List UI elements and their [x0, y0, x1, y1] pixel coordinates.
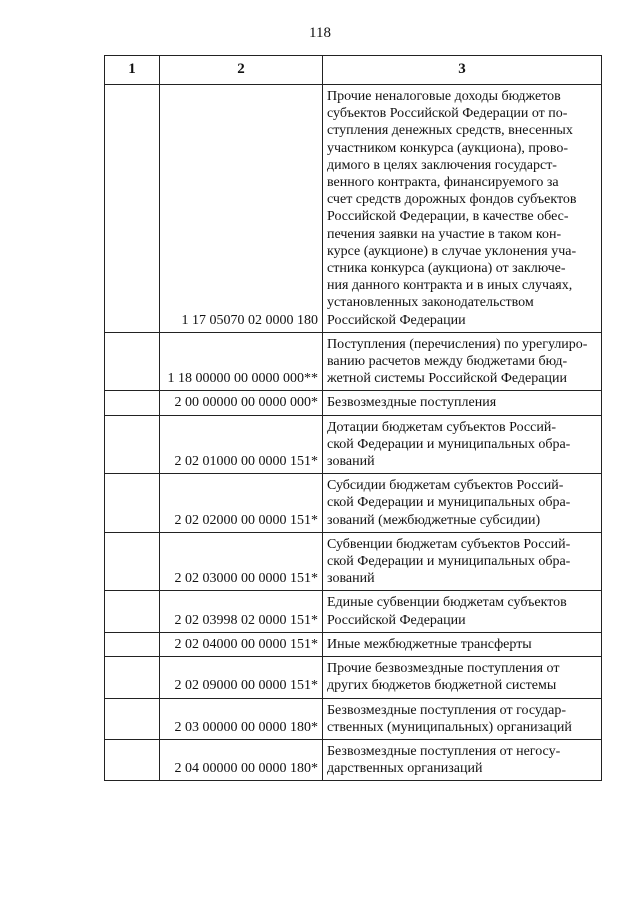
page-number: 118	[309, 25, 331, 41]
row-name-text: Дотации бюджетам субъектов Россий- ской Федерации и муниципальных обра- зований	[327, 419, 571, 470]
table-row	[105, 85, 602, 333]
column-header-3: 3	[323, 56, 602, 85]
row-name-cell	[323, 698, 602, 739]
table-header-row	[105, 56, 602, 85]
row-code-cell: 2 02 01000 00 0000 151*	[160, 415, 323, 474]
row-name-text: Поступления (перечисления) по урегулиро- ванию расчетов между бюджетами бюд- жетной системы Российской Федерации	[327, 336, 588, 387]
row-name-cell	[323, 632, 602, 656]
row-index-cell	[105, 739, 160, 780]
row-name-text: Безвозмездные поступления от государ- ственных (муниципальных) организаций	[327, 702, 572, 735]
row-name-text: Иные межбюджетные трансферты	[327, 636, 532, 652]
budget-codes-table	[104, 55, 602, 781]
row-code-cell: 2 02 02000 00 0000 151*	[160, 474, 323, 533]
row-name-text: Безвозмездные поступления	[327, 395, 497, 411]
table-row	[105, 739, 602, 780]
row-index-cell	[105, 474, 160, 533]
row-index-cell	[105, 391, 160, 415]
row-name-cell	[323, 391, 602, 415]
table-row	[105, 591, 602, 632]
table-row	[105, 698, 602, 739]
table-row	[105, 632, 602, 656]
row-index-cell	[105, 415, 160, 474]
row-index-cell	[105, 532, 160, 591]
row-code-cell: 2 04 00000 00 0000 180*	[160, 739, 323, 780]
row-name-text: Прочие неналоговые доходы бюджетов субъектов Российской Федерации от по- ступления денежных средств, внесенных участником конкурса (аукциона), прово- димого в целях заключения государст- венного контракта, финансируемого за счет средств дорожных фондов субъектов Российской Федерации, в качестве обес- печения заявки на участие в таком кон- курсе (аукционе) в случае уклонения уча- стника конкурса (аукциона) от заключе- ния данного контракта и в иных случаях, установленных законодательством Российской Федерации	[327, 89, 577, 328]
row-index-cell	[105, 632, 160, 656]
row-name-cell	[323, 415, 602, 474]
row-index-cell	[105, 698, 160, 739]
row-name-cell	[323, 739, 602, 780]
row-name-cell	[323, 591, 602, 632]
column-header-1: 1	[105, 56, 160, 85]
row-name-text: Единые субвенции бюджетам субъектов Российской Федерации	[327, 595, 567, 628]
row-name-cell	[323, 657, 602, 698]
table-row	[105, 332, 602, 391]
row-code-cell: 2 02 09000 00 0000 151*	[160, 657, 323, 698]
table-row	[105, 657, 602, 698]
row-index-cell	[105, 591, 160, 632]
row-name-cell	[323, 532, 602, 591]
row-code-cell: 2 03 00000 00 0000 180*	[160, 698, 323, 739]
row-name-cell	[323, 332, 602, 391]
row-index-cell	[105, 85, 160, 333]
row-code-cell: 2 02 03000 00 0000 151*	[160, 532, 323, 591]
row-code-cell: 1 17 05070 02 0000 180	[160, 85, 323, 333]
column-header-2: 2	[160, 56, 323, 85]
row-code-cell: 2 00 00000 00 0000 000*	[160, 391, 323, 415]
table-row	[105, 532, 602, 591]
table-row	[105, 474, 602, 533]
row-index-cell	[105, 657, 160, 698]
row-code-cell: 1 18 00000 00 0000 000**	[160, 332, 323, 391]
row-name-cell	[323, 85, 602, 333]
table-row	[105, 391, 602, 415]
row-name-text: Прочие безвозмездные поступления от других бюджетов бюджетной системы	[327, 661, 560, 694]
row-name-text: Безвозмездные поступления от негосу- дарственных организаций	[327, 743, 561, 777]
row-name-cell	[323, 474, 602, 533]
row-code-cell: 2 02 03998 02 0000 151*	[160, 591, 323, 632]
row-index-cell	[105, 332, 160, 391]
row-name-text: Субсидии бюджетам субъектов Россий- ской Федерации и муниципальных обра- зований (межбюджетные субсидии)	[327, 478, 571, 528]
row-name-text: Субвенции бюджетам субъектов Россий- ской Федерации и муниципальных обра- зований	[327, 536, 571, 587]
row-code-cell: 2 02 04000 00 0000 151*	[160, 632, 323, 656]
table-row	[105, 415, 602, 474]
